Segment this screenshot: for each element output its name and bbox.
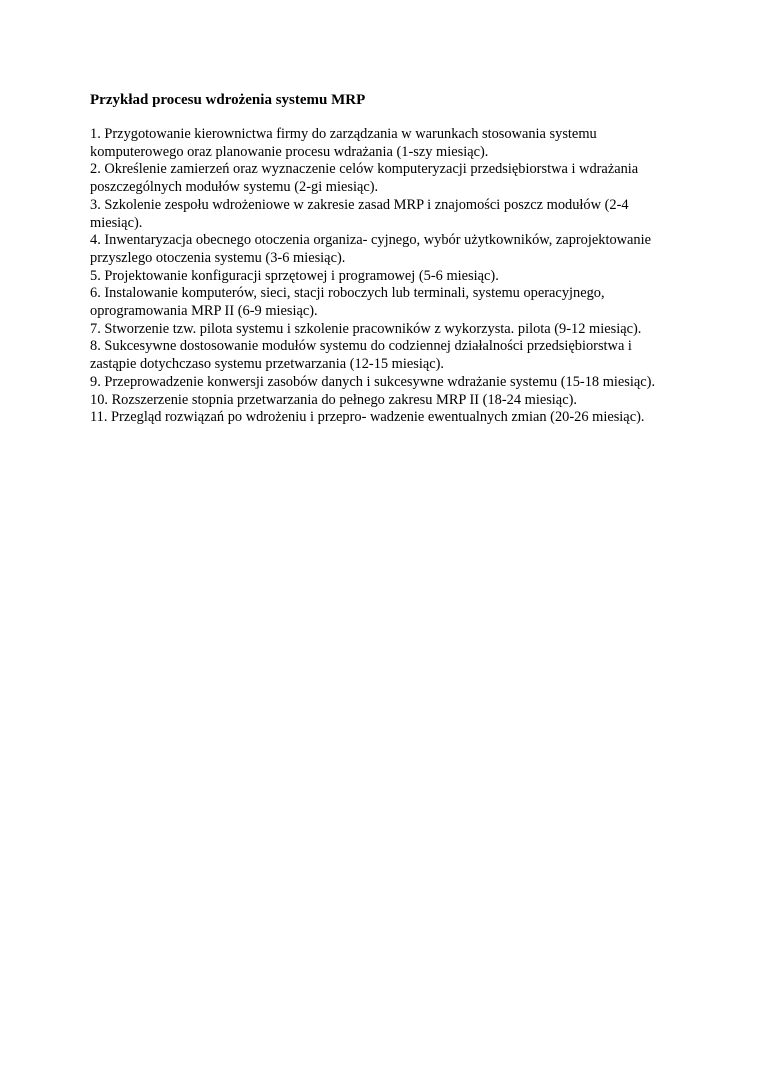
process-step-3: 3. Szkolenie zespołu wdrożeniowe w zakresie zasad MRP i znajomości poszcz modułów (2-4 miesiąc). (90, 196, 629, 231)
process-step-10: 10. Rozszerzenie stopnia przetwarzania do pełnego zakresu MRP II (18-24 miesiąc). (90, 391, 577, 408)
process-step-7: 7. Stworzenie tzw. pilota systemu i szkolenie pracowników z wykorzysta. pilota (9-12 miesiąc). (90, 320, 642, 337)
process-step-9: 9. Przeprowadzenie konwersji zasobów danych i sukcesywne wdrażanie systemu (15-18 miesiąc). (90, 373, 656, 390)
process-steps-list (90, 126, 680, 427)
process-step-1: 1. Przygotowanie kierownictwa firmy do zarządzania w warunkach stosowania systemu komputerowego oraz planowanie procesu wdrażania (1-szy miesiąc). (90, 126, 597, 160)
process-step-2: 2. Określenie zamierzeń oraz wyznaczenie celów komputeryzacji przedsiębiorstwa i wdrażania poszczególnych modułów systemu (2-gi miesiąc). (90, 161, 639, 196)
document-title: Przykład procesu wdrożenia systemu MRP (90, 92, 366, 108)
process-step-8: 8. Sukcesywne dostosowanie modułów systemu do codziennej działalności przedsiębiorstwa i zastąpie dotychczaso systemu przetwarzania (12-15 miesiąc). (90, 338, 632, 373)
process-step-4: 4. Inwentaryzacja obecnego otoczenia organiza- cyjnego, wybór użytkowników, zaprojektowanie przyszlego otoczenia systemu (3-6 miesiąc). (90, 232, 652, 266)
process-step-5: 5. Projektowanie konfiguracji sprzętowej i programowej (5-6 miesiąc). (90, 267, 499, 284)
process-step-11: 11. Przegląd rozwiązań po wdrożeniu i przepro- wadzenie ewentualnych zmian (20-26 miesiąc). (90, 409, 645, 426)
document-page (90, 91, 680, 427)
process-step-6: 6. Instalowanie komputerów, sieci, stacji roboczych lub terminali, systemu operacyjnego, oprogramowania MRP II (6-9 miesiąc). (90, 285, 605, 320)
